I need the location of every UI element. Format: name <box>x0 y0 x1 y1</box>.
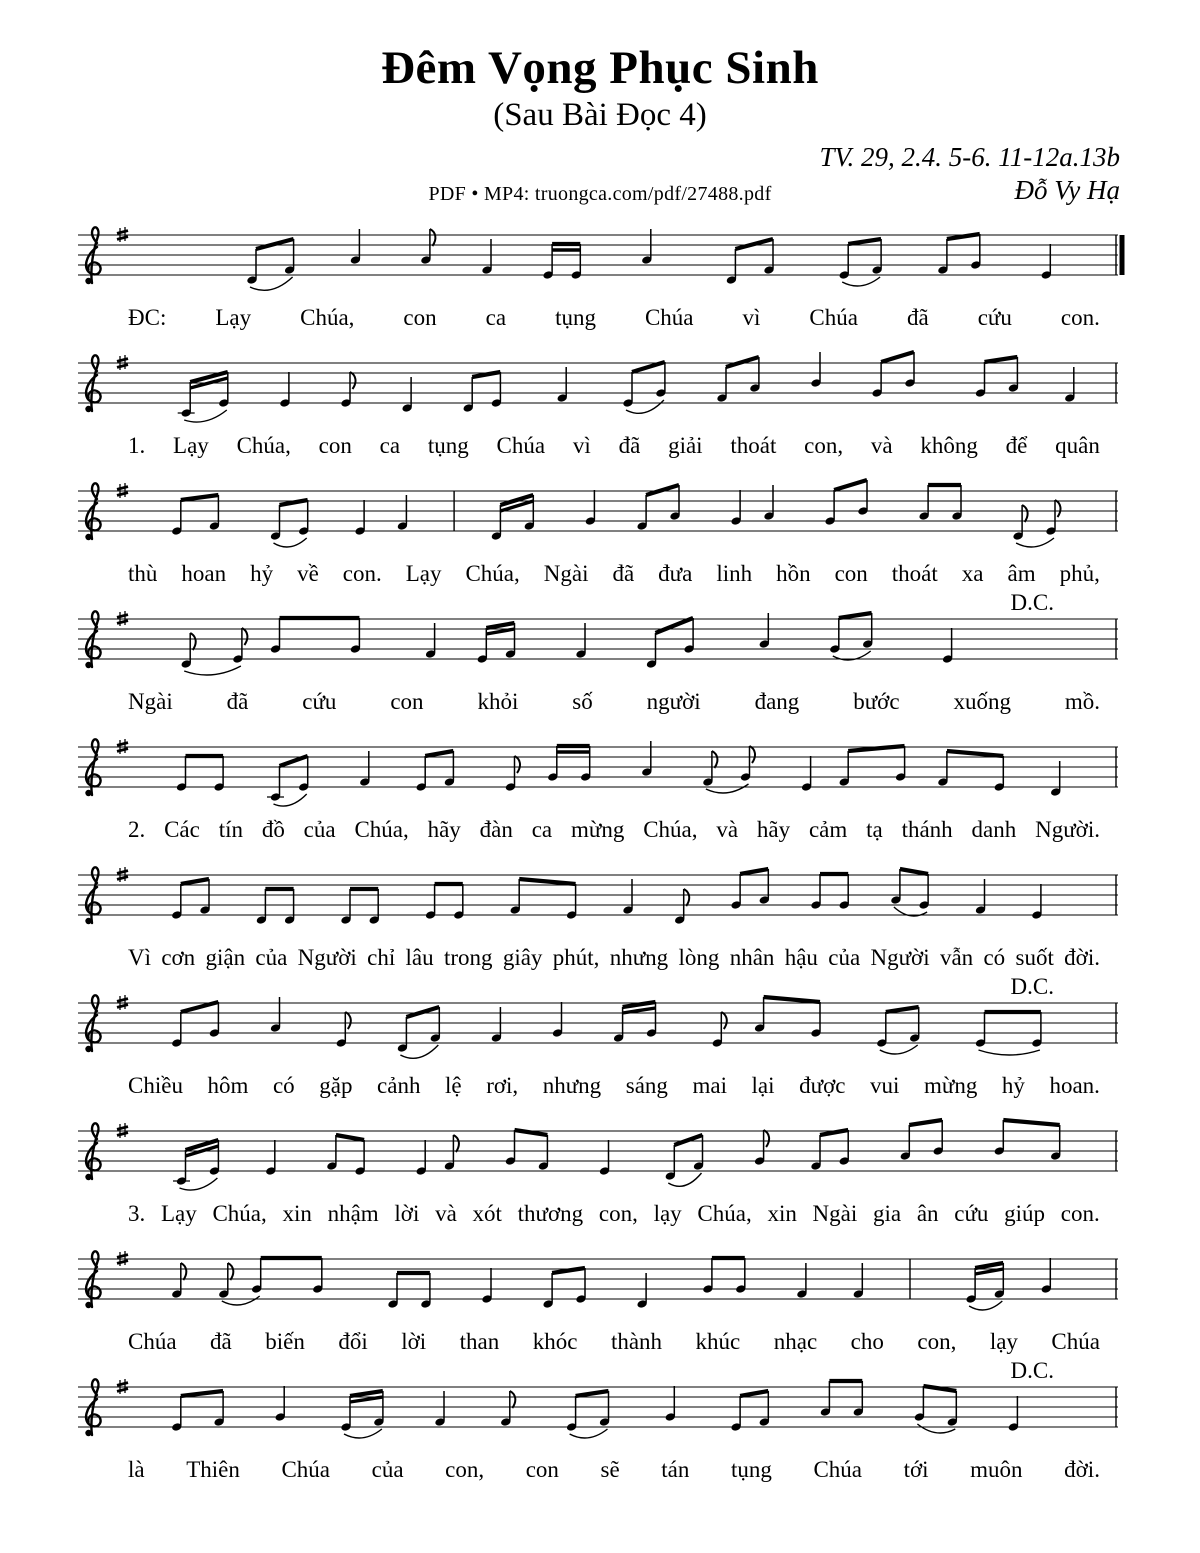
lyric-syllable: đưa <box>658 561 693 587</box>
lyric-line <box>72 689 1128 714</box>
beam <box>674 1135 702 1145</box>
lyric-syllable: giây <box>502 945 543 971</box>
slur <box>1016 538 1054 547</box>
lyric-syllable: phủ, <box>1059 561 1100 587</box>
lyric-syllable: được <box>799 1073 846 1099</box>
lyric-syllable: con <box>390 689 424 715</box>
staff-system <box>72 1117 1128 1245</box>
beam <box>336 1135 364 1140</box>
lyric-syllable: Người <box>297 945 357 971</box>
lyric-syllable: Ngài <box>128 689 173 715</box>
lyric-syllable: Thiên <box>186 1457 240 1483</box>
lyric-syllable: xa <box>961 561 984 587</box>
lyric-syllable: muôn <box>970 1457 1023 1483</box>
lyric-syllable: lệ <box>445 1073 462 1099</box>
lyric-syllable: đời. <box>1064 945 1100 971</box>
lyric-syllable: con, <box>445 1457 485 1483</box>
staff-system <box>72 733 1128 861</box>
beam <box>623 1008 656 1013</box>
eighth-flag-icon <box>345 1012 351 1029</box>
lyric-syllable: vui <box>870 1073 900 1099</box>
lyric-syllable: thoát <box>730 433 777 459</box>
staff <box>72 477 1128 557</box>
lyric-syllable: giúp <box>1004 1201 1046 1227</box>
lyric-syllable: lại <box>751 1073 775 1099</box>
lyric-syllable: tạ <box>866 817 883 843</box>
lyric-syllable: than <box>459 1329 500 1355</box>
beam <box>425 751 453 756</box>
lyric-syllable: xót <box>472 1201 502 1227</box>
lyric-syllable: 2. <box>128 817 146 843</box>
lyric-syllable: biến <box>265 1329 305 1355</box>
lyric-syllable: đang <box>754 689 800 715</box>
lyric-syllable: Chúa, <box>354 817 409 843</box>
lyric-syllable: vẫn <box>939 945 974 971</box>
beam <box>975 1263 1003 1268</box>
dc-marking: D.C. <box>1010 974 1054 1000</box>
staff <box>72 989 1128 1069</box>
lyric-syllable: Chúa <box>813 1457 863 1483</box>
lyric-syllable: xin <box>282 1201 312 1227</box>
lyric-syllable: con. <box>1060 1201 1100 1227</box>
dc-marking: D.C. <box>1010 590 1054 616</box>
lyric-syllable: để <box>1005 433 1028 459</box>
lyric-syllable: về <box>297 561 319 587</box>
lyric-syllable: nhạc <box>773 1329 818 1355</box>
slur <box>344 1429 382 1438</box>
lyric-syllable: đời. <box>1064 1457 1100 1483</box>
eighth-flag-icon <box>1055 500 1061 517</box>
beam <box>735 239 773 249</box>
beam <box>256 239 294 249</box>
lyric-syllable: Chúa, <box>697 1201 752 1227</box>
lyric-syllable: 3. <box>128 1201 146 1227</box>
lyric-syllable: phút, <box>552 945 600 971</box>
lyric-syllable: linh <box>716 561 753 587</box>
lyric-line <box>72 433 1128 458</box>
lyric-syllable: Chúa <box>281 1457 331 1483</box>
lyric-syllable: ĐC: <box>128 305 167 331</box>
lyric-syllable: Chúa <box>496 433 546 459</box>
treble-clef-icon <box>85 996 100 1053</box>
eighth-flag-icon <box>181 1263 187 1280</box>
lyric-syllable: Người <box>870 945 930 971</box>
eighth-flag-icon <box>190 633 196 650</box>
lyric-syllable: Chúa, <box>643 817 698 843</box>
eighth-flag-icon <box>515 756 521 773</box>
lyric-syllable: con, <box>917 1329 957 1355</box>
eighth-flag-icon <box>684 889 690 906</box>
lyric-line <box>72 945 1128 970</box>
staff <box>72 1373 1128 1453</box>
lyric-syllable: cảm <box>808 817 848 843</box>
meta-row <box>0 175 1200 211</box>
lyric-syllable: cứu <box>954 1201 989 1227</box>
lyric-syllable: cứu <box>302 689 337 715</box>
treble-clef-icon <box>85 1380 100 1437</box>
eighth-flag-icon <box>750 746 756 763</box>
lyric-syllable: lời <box>394 1201 420 1227</box>
lyric-syllable: chỉ <box>367 945 396 971</box>
lyric-syllable: con, <box>804 433 844 459</box>
lyric-syllable: khúc <box>695 1329 741 1355</box>
beam <box>839 613 872 618</box>
lyric-syllable: giải <box>668 433 703 459</box>
lyric-syllable: Chúa <box>1051 1329 1100 1355</box>
lyric-syllable: thù <box>128 561 158 587</box>
beam <box>486 623 514 628</box>
lyric-syllable: và <box>435 1201 457 1227</box>
lyric-syllable: lòng <box>678 945 720 971</box>
lyric-syllable: tín <box>218 817 243 843</box>
lyric-syllable: ca <box>485 305 507 331</box>
staff <box>72 605 1128 685</box>
lyric-syllable: Chúa, <box>300 305 355 331</box>
lyric-line <box>72 817 1128 842</box>
staff-system <box>72 861 1128 989</box>
lyric-syllable: nhưng <box>609 945 669 971</box>
lyric-syllable: Lạy <box>405 561 442 587</box>
beam <box>646 485 679 495</box>
staff-system <box>72 1245 1128 1373</box>
lyric-syllable: con, <box>598 1201 638 1227</box>
lyric-syllable: và <box>716 817 739 843</box>
lyric-syllable: bước <box>853 689 900 715</box>
lyric-syllable: con <box>403 305 437 331</box>
lyric-syllable: ân <box>916 1201 939 1227</box>
lyric-syllable: thành <box>610 1329 663 1355</box>
header <box>0 0 1200 211</box>
beam <box>886 1007 919 1012</box>
lyric-syllable: có <box>983 945 1006 971</box>
lyric-syllable: gia <box>872 1201 902 1227</box>
lyric-syllable: 1. <box>128 433 146 459</box>
lyric-syllable: đã <box>226 689 249 715</box>
lyric-syllable: ca <box>379 433 401 459</box>
lyric-syllable: Chúa, <box>212 1201 267 1227</box>
beam <box>519 879 575 884</box>
eighth-flag-icon <box>712 751 718 768</box>
beam <box>740 1391 768 1396</box>
lyric-syllable: thương <box>517 1201 584 1227</box>
lyric-syllable: nhân <box>729 945 775 971</box>
lyric-syllable: con. <box>1060 305 1100 331</box>
staff <box>72 733 1128 813</box>
lyric-syllable: ca <box>531 817 553 843</box>
lyric-syllable: của <box>303 817 336 843</box>
lyric-syllable: sáng <box>625 1073 668 1099</box>
beam <box>900 869 928 874</box>
lyric-syllable: lạy <box>653 1201 682 1227</box>
lyric-syllable: Vì <box>128 945 151 971</box>
lyric-syllable: Chúa <box>644 305 694 331</box>
eighth-flag-icon <box>510 1391 516 1408</box>
lyric-syllable: gặp <box>319 1073 353 1099</box>
eighth-flag-icon <box>721 1012 727 1029</box>
eighth-flag-icon <box>242 628 248 645</box>
lyric-syllable: mừng <box>923 1073 978 1099</box>
lyric-syllable: hậu <box>784 945 818 971</box>
beam <box>486 629 514 634</box>
treble-clef-icon <box>85 1124 100 1181</box>
staff <box>72 1117 1128 1197</box>
composer-name: Đỗ Vy Hạ <box>1014 175 1120 206</box>
lyric-syllable: hoan <box>181 561 227 587</box>
song-subtitle: (Sau Bài Đọc 4) <box>493 97 707 134</box>
lyric-syllable: của <box>255 945 288 971</box>
lyric-syllable: cứu <box>977 305 1012 331</box>
lyric-syllable: cảnh <box>377 1073 421 1099</box>
lyric-syllable: mai <box>692 1073 727 1099</box>
treble-clef-icon <box>85 228 100 285</box>
beam <box>764 997 820 1002</box>
lyric-syllable: con <box>834 561 868 587</box>
lyric-syllable: Chúa <box>128 1329 177 1355</box>
slur <box>979 1050 1040 1055</box>
lyric-syllable: con <box>318 433 352 459</box>
staff <box>72 861 1128 941</box>
lyric-syllable: khóc <box>532 1329 578 1355</box>
treble-clef-icon <box>85 740 100 797</box>
treble-clef-icon <box>85 868 100 925</box>
lyric-line <box>72 305 1128 330</box>
beam <box>740 869 768 874</box>
lyric-syllable: đàn <box>479 817 513 843</box>
lyric-syllable: Chiều <box>128 1073 183 1099</box>
eighth-flag-icon <box>430 229 436 246</box>
lyric-syllable: Các <box>164 817 200 843</box>
lyric-line <box>72 1457 1128 1482</box>
treble-clef-icon <box>85 612 100 669</box>
beam <box>656 618 694 633</box>
lyric-syllable: tán <box>661 1457 690 1483</box>
treble-clef-icon <box>85 1252 100 1309</box>
score <box>0 221 1200 1501</box>
lyric-syllable: mồ. <box>1064 689 1100 715</box>
lyric-syllable: không <box>920 433 978 459</box>
lyric-syllable: con. <box>342 561 382 587</box>
lyric-syllable: tụng <box>555 305 596 331</box>
slur <box>274 538 307 547</box>
psalm-reference: TV. 29, 2.4. 5-6. 11-12a.13b <box>819 142 1120 173</box>
beam <box>975 1269 1003 1274</box>
lyric-syllable: đã <box>210 1329 232 1355</box>
lyric-syllable: âm <box>1007 561 1036 587</box>
beam <box>726 357 759 367</box>
beam <box>881 352 914 362</box>
lyric-syllable: vì <box>742 305 761 331</box>
lyric-syllable: xuống <box>953 689 1011 715</box>
lyric-syllable: số <box>572 689 593 715</box>
lyric-syllable: đã <box>906 305 929 331</box>
final-barline <box>1120 235 1125 275</box>
lyric-syllable: xin <box>767 1201 797 1227</box>
lyric-syllable: Người. <box>1035 817 1100 843</box>
lyric-syllable: lâu <box>405 945 434 971</box>
lyric-syllable: tụng <box>730 1457 772 1483</box>
slur <box>842 277 880 286</box>
treble-clef-icon <box>85 484 100 541</box>
lyric-syllable: rơi, <box>486 1073 519 1099</box>
lyric-syllable: đồ <box>261 817 285 843</box>
lyric-syllable: lạy <box>989 1329 1018 1355</box>
lyric-syllable: cho <box>850 1329 884 1355</box>
lyric-syllable: và <box>870 433 893 459</box>
eighth-flag-icon <box>350 372 356 389</box>
eighth-flag-icon <box>764 1130 770 1147</box>
beam <box>181 1391 223 1396</box>
lyric-syllable: Ngài <box>543 561 589 587</box>
lyric-syllable: tới <box>903 1457 929 1483</box>
lyric-syllable: của <box>371 1457 404 1483</box>
lyric-syllable: trong <box>443 945 493 971</box>
lyric-syllable: giận <box>205 945 246 971</box>
slur <box>917 1424 955 1433</box>
lyric-syllable: người <box>646 689 701 715</box>
lyric-syllable: vì <box>572 433 591 459</box>
lyric-line <box>72 1201 1128 1226</box>
staff-system <box>72 349 1128 477</box>
lyric-syllable: danh <box>971 817 1017 843</box>
lyric-syllable: hôm <box>207 1073 249 1099</box>
source-link-text: PDF • MP4: truongca.com/pdf/27488.pdf <box>428 183 772 206</box>
lyric-syllable: cơn <box>161 945 196 971</box>
lyric-syllable: Chúa <box>809 305 858 331</box>
lyric-syllable: hoan. <box>1049 1073 1100 1099</box>
beam <box>576 1391 609 1396</box>
lyric-syllable: Chúa, <box>465 561 520 587</box>
lyric-line <box>72 1073 1128 1098</box>
beam <box>834 480 867 490</box>
beam <box>406 1007 439 1017</box>
treble-clef-icon <box>85 356 100 413</box>
staff <box>72 1245 1128 1325</box>
beam <box>350 1397 383 1402</box>
eighth-flag-icon <box>228 1263 234 1280</box>
lyric-syllable: đã <box>618 433 641 459</box>
beam <box>947 751 1003 756</box>
lyric-syllable: Chúa, <box>236 433 291 459</box>
lyric-syllable: Ngài <box>812 1201 858 1227</box>
lyric-syllable: tụng <box>427 433 469 459</box>
lyric-syllable: hồn <box>776 561 811 587</box>
beam <box>181 879 209 884</box>
lyric-line <box>72 1329 1128 1354</box>
song-title: Đêm Vọng Phục Sinh <box>381 42 819 94</box>
lyric-syllable: nhậm <box>327 1201 379 1227</box>
lyric-syllable: lời <box>401 1329 427 1355</box>
lyric-syllable: của <box>828 945 861 971</box>
slur <box>184 666 241 675</box>
lyric-syllable: nhưng <box>542 1073 602 1099</box>
lyric-syllable: hãy <box>427 817 461 843</box>
lyric-syllable: đã <box>612 561 635 587</box>
dc-marking: D.C. <box>1010 1358 1054 1384</box>
beam <box>181 495 219 500</box>
staff <box>72 221 1128 301</box>
lyric-syllable: quân <box>1055 433 1100 459</box>
slur <box>706 784 749 793</box>
beam <box>909 1120 942 1125</box>
eighth-flag-icon <box>453 1135 459 1152</box>
slur <box>570 1429 608 1438</box>
beam <box>985 357 1018 362</box>
staff <box>72 349 1128 429</box>
lyric-syllable: thoát <box>891 561 938 587</box>
lyric-syllable: suốt <box>1015 945 1054 971</box>
lyric-syllable: con <box>525 1457 559 1483</box>
lyric-syllable: Lạy <box>173 433 209 459</box>
staff-system <box>72 1358 1128 1501</box>
lyric-syllable: Lạy <box>215 305 252 331</box>
lyric-syllable: hãy <box>756 817 791 843</box>
beam <box>1003 1120 1059 1125</box>
slur <box>222 1296 260 1305</box>
lyric-syllable: có <box>272 1073 295 1099</box>
lyric-syllable: Lạy <box>160 1201 197 1227</box>
beam <box>350 1391 383 1396</box>
lyric-syllable: hỷ <box>250 561 274 587</box>
lyric-syllable: hỷ <box>1001 1073 1025 1099</box>
staff-system <box>72 221 1128 349</box>
slur <box>880 1045 918 1054</box>
lyric-syllable: khỏi <box>477 689 519 715</box>
lyric-line <box>72 561 1128 586</box>
staff-system <box>72 477 1128 605</box>
beam <box>848 239 881 244</box>
lyric-syllable: mừng <box>570 817 625 843</box>
lyric-syllable: đổi <box>338 1329 368 1355</box>
staff-system <box>72 590 1128 733</box>
lyric-syllable: thánh <box>901 817 953 843</box>
lyric-syllable: là <box>128 1457 145 1483</box>
slur <box>969 1301 1002 1310</box>
lyric-syllable: sẽ <box>600 1457 620 1483</box>
eighth-flag-icon <box>1022 505 1028 522</box>
staff-system <box>72 974 1128 1117</box>
